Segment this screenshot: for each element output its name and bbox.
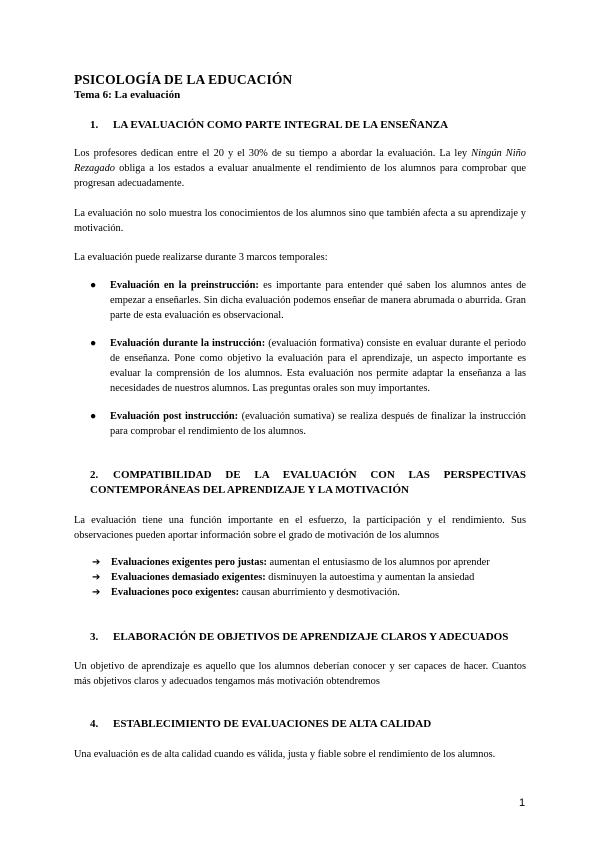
bullet-description: (evaluación formativa) consiste en evaluar durante el periodo de enseñanza. Pone como objetivo la evaluación para el aprendizaje, un aspecto importante es evaluar la comprensión de los alumnos. Esta evaluación nos permite adaptar la enseñanza a las necesidades de nuestros alumnos. Las preguntas orales son muy importantes.: [110, 338, 526, 394]
section-1-heading: [90, 118, 448, 133]
bullet-icon: ●: [90, 411, 97, 422]
bullet-icon: ●: [90, 280, 97, 291]
document-subtitle: Tema 6: La evaluación: [74, 89, 181, 101]
arrow-term: Evaluaciones demasiado exigentes:: [111, 572, 266, 583]
bullet-term: Evaluación en la preinstrucción:: [110, 280, 259, 291]
section-3-title: ELABORACIÓN DE OBJETIVOS DE APRENDIZAJE CLAROS Y ADECUADOS: [113, 631, 509, 643]
arrow-icon: ➔: [92, 587, 101, 598]
bullet-item-durante: [90, 336, 526, 396]
arrow-description: causan aburrimiento y desmotivación.: [239, 587, 400, 598]
arrow-item-poco: [92, 586, 526, 601]
bullet-description: (evaluación sumativa) se realiza después de finalizar la instrucción para comprobar el rendimiento de los alumnos.: [110, 411, 527, 437]
bullet-text: [110, 336, 526, 396]
section-3-heading: [90, 630, 508, 645]
section-4-heading: [90, 717, 431, 732]
arrow-term: Evaluaciones poco exigentes:: [111, 587, 240, 598]
bullet-description: es importante para entender qué saben los alumnos antes de empezar a enseñarles. Sin dicha evaluación podemos enseñar de manera abrumada o aburrida. Gran parte de esta evaluación es observacional.: [110, 280, 526, 321]
arrow-icon: ➔: [92, 572, 101, 583]
section-1-paragraph-2: La evaluación no solo muestra los conocimientos de los alumnos sino que también afecta a su aprendizaje y motivación.: [74, 208, 526, 234]
bullet-item-post: [90, 409, 526, 439]
section-1-title: LA EVALUACIÓN COMO PARTE INTEGRAL DE LA ENSEÑANZA: [113, 119, 449, 131]
arrow-item-demasiado: [92, 571, 526, 586]
bullet-icon: ●: [90, 338, 97, 349]
arrow-item-justas: [92, 556, 526, 571]
arrow-icon: ➔: [92, 557, 101, 568]
section-2-heading: [90, 468, 526, 498]
section-1-paragraph-3: La evaluación puede realizarse durante 3 marcos temporales:: [74, 252, 328, 263]
section-3-paragraph-1: Un objetivo de aprendizaje es aquello que los alumnos deberían conocer y ser capaces de hacer. Cuantos más objetivos claros y adecuados tengamos más motivación obtendremos: [74, 661, 526, 687]
bullet-term: Evaluación durante la instrucción:: [110, 338, 266, 349]
law-name: Ningún Niño Rezagado: [74, 148, 526, 174]
section-2-number: 2.: [90, 469, 99, 481]
section-3-number: 3.: [90, 631, 99, 643]
section-1-number: 1.: [90, 119, 99, 131]
bullet-text: [110, 409, 526, 439]
section-4-title: ESTABLECIMIENTO DE EVALUACIONES DE ALTA CALIDAD: [113, 718, 432, 730]
section-4-number: 4.: [90, 718, 99, 730]
arrow-description: aumentan el entusiasmo de los alumnos por aprender: [266, 557, 490, 568]
document-title: PSICOLOGÍA DE LA EDUCACIÓN: [74, 72, 293, 87]
arrow-term: Evaluaciones exigentes pero justas:: [111, 557, 267, 568]
bullet-item-preinstruccion: [90, 278, 526, 323]
paragraph-text: obliga a los estados a evaluar anualmente el rendimiento de los alumnos para comprobar que progresan adecuadamente.: [74, 163, 526, 189]
arrow-description: disminuyen la autoestima y aumentan la ansiedad: [265, 572, 475, 583]
section-2-paragraph-1: La evaluación tiene una función importante en el esfuerzo, la participación y el rendimiento. Sus observaciones pueden aportar información sobre el grado de motivación de los alumnos: [74, 515, 526, 541]
bullet-text: [110, 278, 526, 323]
section-4-paragraph-1: Una evaluación es de alta calidad cuando es válida, justa y fiable sobre el rendimiento de los alumnos.: [74, 749, 496, 760]
page-number: 1: [519, 797, 526, 809]
paragraph-text: Los profesores dedican entre el 20 y el 30% de su tiempo a abordar la evaluación. La ley: [74, 148, 472, 159]
section-1-paragraph-1: [74, 146, 526, 191]
section-2-title: COMPATIBILIDAD DE LA EVALUACIÓN CON LAS PERSPECTIVAS CONTEMPORÁNEAS DEL APRENDIZAJE Y LA MOTIVACIÓN: [90, 469, 526, 496]
bullet-term: Evaluación post instrucción:: [110, 411, 239, 422]
